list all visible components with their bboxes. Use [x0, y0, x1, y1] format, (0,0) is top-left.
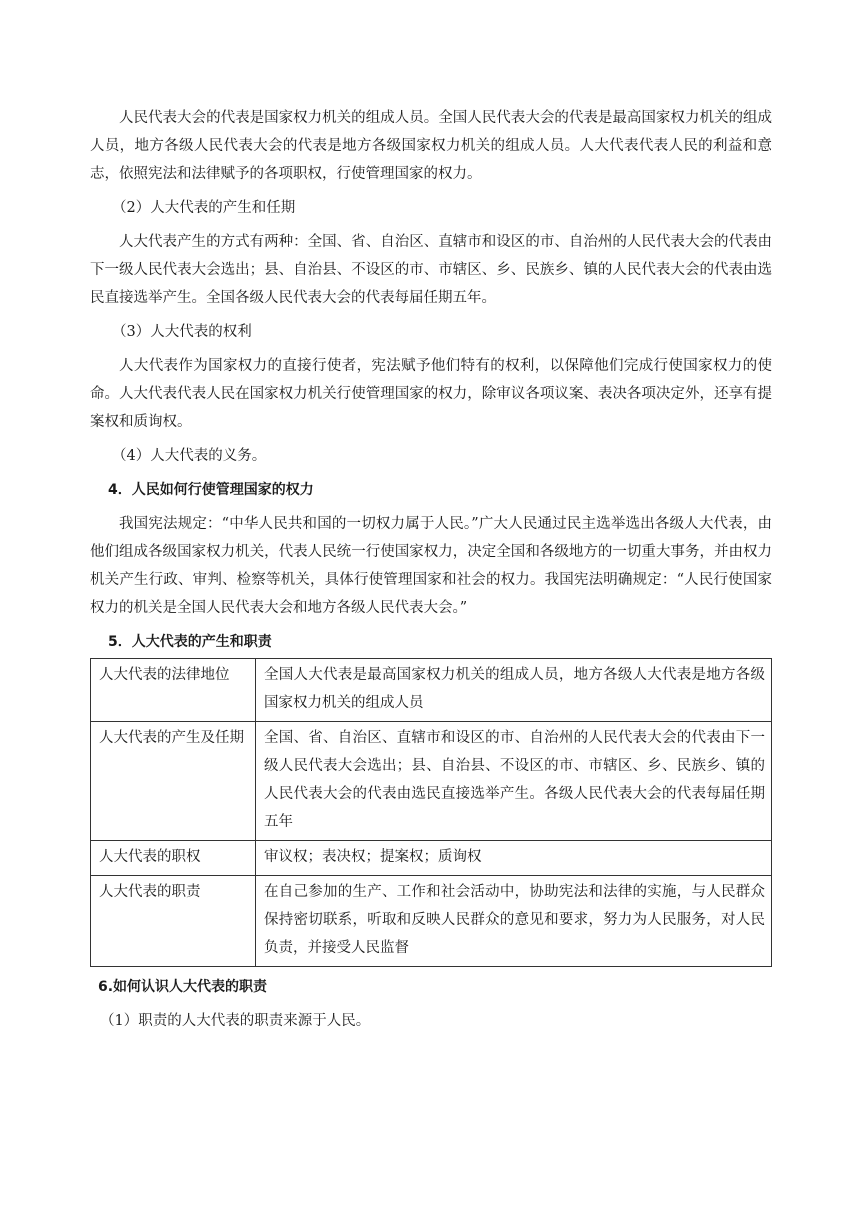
- paragraph-rights: 人大代表作为国家权力的直接行使者，宪法赋予他们特有的权利，以保障他们完成行使国家权力的使命。人大代表代表人民在国家权力机关行使管理国家的权力，除审议各项议案、表决各项决定外，还享有提案权和质询权。: [90, 358, 772, 430]
- table-cell-content: 全国人大代表是最高国家权力机关的组成人员，地方各级人大代表是地方各级国家权力机关的组成人员: [256, 659, 772, 722]
- table-row: [91, 876, 772, 967]
- table-row: [91, 659, 772, 722]
- heading-section-5: 5．人大代表的产生和职责: [108, 634, 272, 650]
- table-cell-content: 全国、省、自治区、直辖市和设区的市、自治州的人民代表大会的代表由下一级人民代表大会选出；县、自治县、不设区的市、市辖区、乡、民族乡、镇的人民代表大会的代表由选民直接选举产生。各级人民代表大会的代表每届任期五年: [256, 722, 772, 841]
- table-cell-label: 人大代表的法律地位: [91, 659, 256, 722]
- table-cell-label: 人大代表的职权: [91, 841, 256, 876]
- representative-table: [90, 658, 772, 967]
- table-row: [91, 722, 772, 841]
- table-row: [91, 841, 772, 876]
- paragraph-section-4: 我国宪法规定：“中华人民共和国的一切权力属于人民。”广大人民通过民主选举选出各级人大代表，由他们组成各级国家权力机关，代表人民统一行使国家权力，决定全国和各级地方的一切重大事务，并由权力机关产生行政、审判、检察等机关，具体行使管理国家和社会的权力。我国宪法明确规定：“人民行使国家权力的机关是全国人民代表大会和地方各级人民代表大会。”: [90, 516, 772, 616]
- subheading-rights: （3）人大代表的权利: [112, 324, 252, 340]
- paragraph-election-term: 人大代表产生的方式有两种：全国、省、自治区、直辖市和设区的市、自治州的人民代表大会的代表由下一级人民代表大会选出；县、自治县、不设区的市、市辖区、乡、民族乡、镇的人民代表大会的代表由选民直接选举产生。全国各级人民代表大会的代表每届任期五年。: [90, 234, 772, 306]
- subheading-duty-source: （1）职责的人大代表的职责来源于人民。: [100, 1013, 371, 1029]
- heading-section-4: 4．人民如何行使管理国家的权力: [108, 482, 314, 498]
- table-cell-label: 人大代表的产生及任期: [91, 722, 256, 841]
- subheading-obligations: （4）人大代表的义务。: [112, 448, 267, 464]
- table-cell-content: 审议权；表决权；提案权；质询权: [256, 841, 772, 876]
- paragraph-representative-role: 人民代表大会的代表是国家权力机关的组成人员。全国人民代表大会的代表是最高国家权力机关的组成人员，地方各级人民代表大会的代表是地方各级国家权力机关的组成人员。人大代表代表人民的利益和意志，依照宪法和法律赋予的各项职权，行使管理国家的权力。: [90, 110, 772, 182]
- table-cell-content: 在自己参加的生产、工作和社会活动中，协助宪法和法律的实施，与人民群众保持密切联系，听取和反映人民群众的意见和要求，努力为人民服务，对人民负责，并接受人民监督: [256, 876, 772, 967]
- subheading-election-term: （2）人大代表的产生和任期: [112, 200, 296, 216]
- heading-section-6: 6.如何认识人大代表的职责: [98, 979, 268, 995]
- table-cell-label: 人大代表的职责: [91, 876, 256, 967]
- document-page: [90, 104, 772, 1035]
